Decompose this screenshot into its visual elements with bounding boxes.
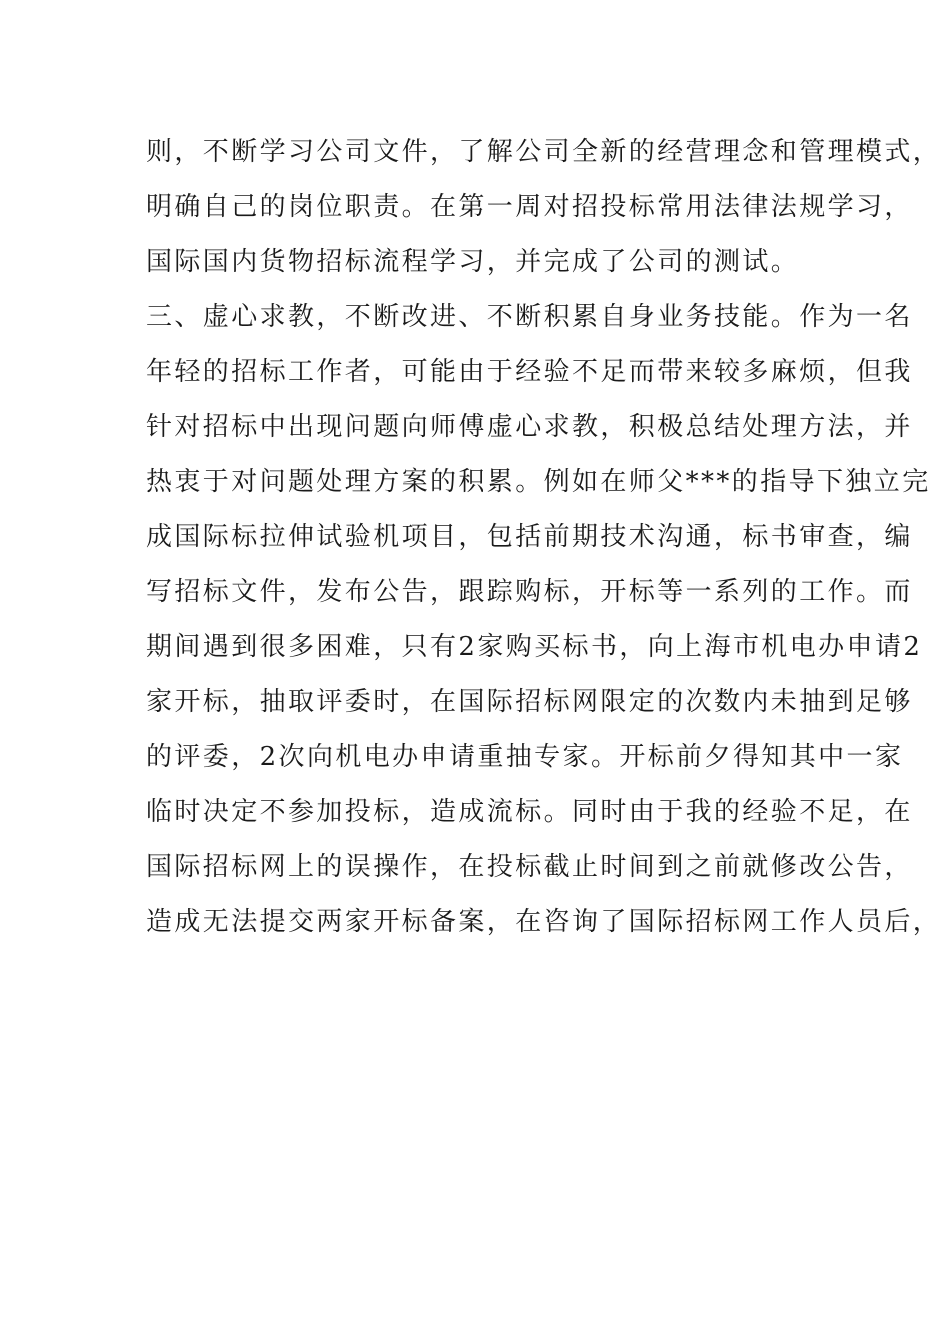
- text-line-2: 明确自己的岗位职责。在第一周对招投标常用法律法规学习，: [146, 192, 913, 222]
- text-line-11: 家开标，抽取评委时，在国际招标网限定的次数内未抽到足够: [146, 687, 913, 717]
- text-line-4: 三、虚心求教，不断改进、不断积累自身业务技能。作为一名: [146, 302, 913, 332]
- body-text: [146, 125, 942, 950]
- text-line-14: 国际招标网上的误操作，在投标截止时间到之前就修改公告，: [146, 852, 913, 882]
- text-line-6: 针对招标中出现问题向师傅虚心求教，积极总结处理方法，并: [146, 412, 913, 442]
- text-line-1: 则，不断学习公司文件，了解公司全新的经营理念和管理模式，: [146, 137, 942, 167]
- text-line-9: 写招标文件，发布公告，跟踪购标，开标等一系列的工作。而: [146, 577, 913, 607]
- text-line-7: 热衷于对问题处理方案的积累。例如在师父***的指导下独立完: [146, 467, 931, 497]
- text-line-5: 年轻的招标工作者，可能由于经验不足而带来较多麻烦，但我: [146, 357, 913, 387]
- text-line-8: 成国际标拉伸试验机项目，包括前期技术沟通，标书审查，编: [146, 522, 913, 552]
- text-line-10: 期间遇到很多困难，只有2家购买标书，向上海市机电办申请2: [146, 632, 923, 662]
- text-line-13: 临时决定不参加投标，造成流标。同时由于我的经验不足，在: [146, 797, 913, 827]
- text-line-15: 造成无法提交两家开标备案，在咨询了国际招标网工作人员后，: [146, 907, 942, 937]
- text-line-3: 国际国内货物招标流程学习，并完成了公司的测试。: [146, 247, 800, 277]
- text-line-12: 的评委，2次向机电办申请重抽专家。开标前夕得知其中一家: [146, 742, 904, 772]
